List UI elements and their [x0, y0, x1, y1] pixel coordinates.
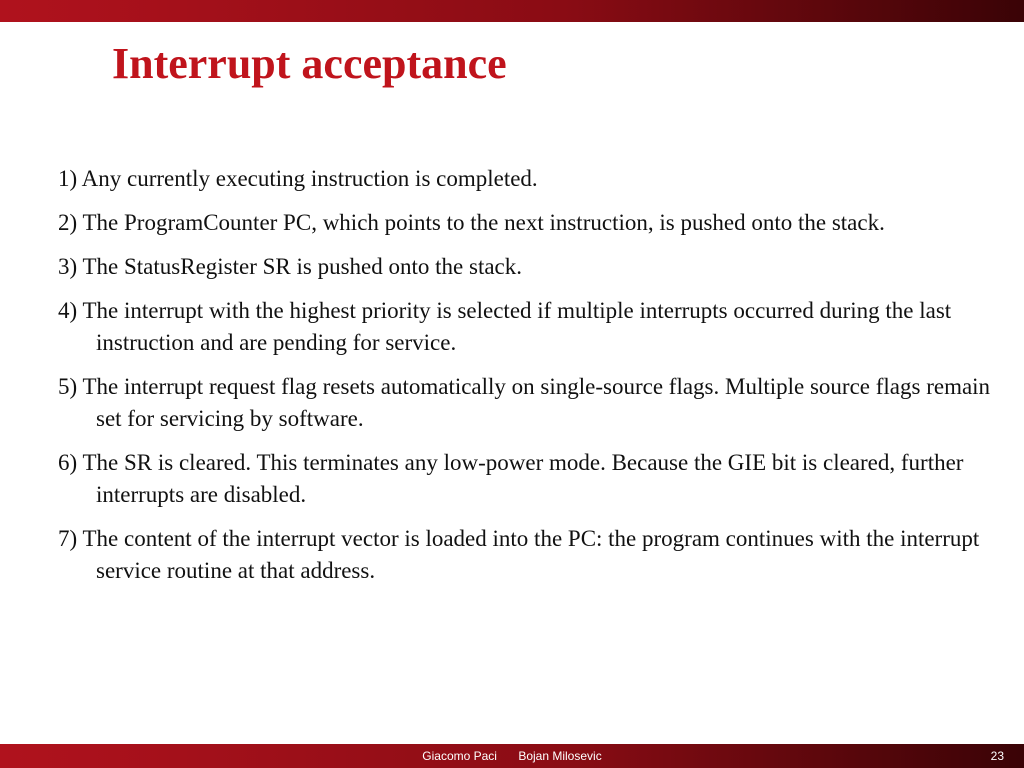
- slide-page-number: 23: [990, 749, 1004, 763]
- footer-author-paci: Giacomo Paci: [422, 749, 497, 763]
- step-item-7: 7) The content of the interrupt vector is loaded into the PC: the program continues with the interrupt service routine at that address.: [58, 526, 980, 583]
- footer-authors: [0, 744, 1024, 768]
- step-item-4: 4) The interrupt with the highest priority is selected if multiple interrupts occurred during the last instruction and are pending for service.: [58, 298, 952, 355]
- footer-author-milosevic: Bojan Milosevic: [518, 749, 602, 763]
- step-list: [58, 163, 1018, 599]
- slide-title: Interrupt acceptance: [112, 39, 507, 88]
- step-item-5: 5) The interrupt request flag resets automatically on single-source flags. Multiple source flags remain set for servicing by software.: [58, 374, 991, 431]
- footer-bar: [0, 744, 1024, 768]
- step-item-2: 2) The ProgramCounter PC, which points to the next instruction, is pushed onto the stack.: [58, 210, 885, 235]
- step-item-1: 1) Any currently executing instruction is completed.: [58, 166, 538, 191]
- step-item-6: 6) The SR is cleared. This terminates any low-power mode. Because the GIE bit is cleared, further interrupts are disabled.: [58, 450, 964, 507]
- top-decorative-bar: [0, 0, 1024, 22]
- step-item-3: 3) The StatusRegister SR is pushed onto the stack.: [58, 254, 523, 279]
